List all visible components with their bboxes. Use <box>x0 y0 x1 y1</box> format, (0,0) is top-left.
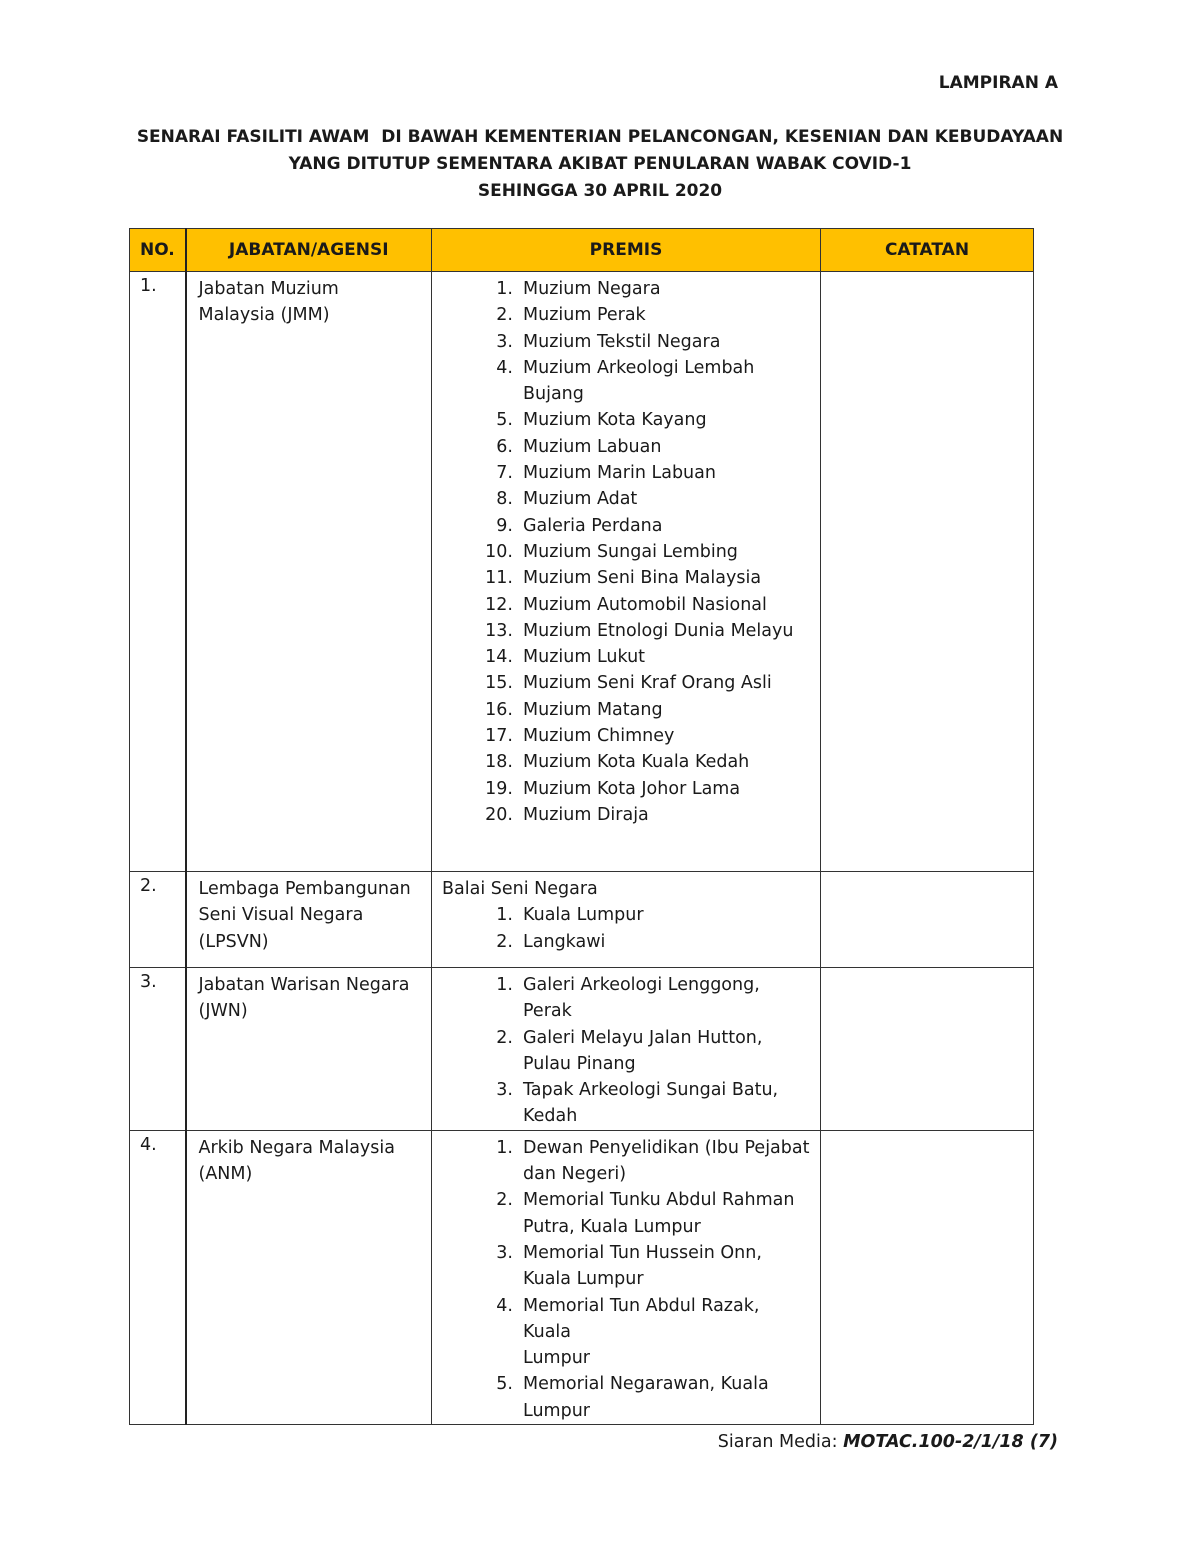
annex-label: LAMPIRAN A <box>938 73 1058 93</box>
list-item <box>442 302 810 328</box>
list-item <box>442 929 810 955</box>
list-item-line: Muzium Lukut <box>523 647 646 668</box>
agency-line: Malaysia (JMM) <box>198 305 330 326</box>
premis-list <box>442 972 810 1130</box>
list-item-line: Muzium Marin Labuan <box>523 463 716 484</box>
list-item-number: 10. <box>485 541 513 562</box>
premis-list <box>442 902 810 955</box>
list-item-text <box>523 513 810 539</box>
title-line-2: YANG DITUTUP SEMENTARA AKIBAT PENULARAN WABAK COVID-1 <box>288 154 912 174</box>
facilities-table <box>129 228 1034 1425</box>
list-item <box>442 670 810 696</box>
list-item <box>442 1187 810 1240</box>
list-item-text <box>523 460 810 486</box>
list-item-text <box>523 776 810 802</box>
agency-cell <box>186 968 432 1131</box>
list-item-text <box>523 1077 810 1130</box>
list-item-number: 19. <box>485 778 513 799</box>
list-item-text <box>523 486 810 512</box>
list-item-line: Memorial Tun Abdul Razak, Kuala <box>523 1295 760 1342</box>
list-item-line: Muzium Seni Bina Malaysia <box>523 568 762 589</box>
list-item-line: Kuala Lumpur <box>523 1269 644 1290</box>
list-item-number: 15. <box>485 673 513 694</box>
list-item <box>442 460 810 486</box>
agency-line: (JWN) <box>198 1001 248 1022</box>
header-agency: JABATAN/AGENSI <box>186 229 432 272</box>
row-number: 3. <box>130 968 186 1131</box>
list-item-line: Langkawi <box>523 931 606 952</box>
agency-line: Seni Visual Negara <box>198 905 364 926</box>
list-item-text <box>523 902 810 928</box>
table-header-row <box>130 229 1034 272</box>
list-item-text <box>523 670 810 696</box>
list-item-line: Muzium Negara <box>523 279 661 299</box>
list-item-text <box>523 329 810 355</box>
list-item-text <box>523 1293 810 1372</box>
agency-cell <box>186 272 432 872</box>
list-item-line: Lumpur <box>523 1400 590 1421</box>
list-item <box>442 407 810 433</box>
list-item <box>442 1025 810 1078</box>
premis-cell <box>432 968 821 1131</box>
list-item-line: Galeri Arkeologi Lenggong, Perak <box>523 975 760 1022</box>
premis-cell <box>432 272 821 872</box>
premis-intro: Balai Seni Negara <box>442 879 598 899</box>
agency-line: (LPSVN) <box>198 931 269 952</box>
title-line-1: SENARAI FASILITI AWAM DI BAWAH KEMENTERIAN PELANCONGAN, KESENIAN DAN KEBUDAYAAN <box>136 127 1064 147</box>
list-item-line: dan Negeri) <box>523 1164 627 1185</box>
list-item-line: Muzium Adat <box>523 489 638 510</box>
list-item-number: 2. <box>496 931 513 952</box>
list-item-text <box>523 972 810 1025</box>
list-item <box>442 1293 810 1372</box>
list-item-number: 18. <box>485 752 513 773</box>
list-item-text <box>523 565 810 591</box>
list-item-line: Muzium Kota Kuala Kedah <box>523 752 750 773</box>
list-item-number: 1. <box>496 975 513 995</box>
document-title <box>0 124 1200 205</box>
agency-cell <box>186 1130 432 1424</box>
premis-cell <box>432 1130 821 1424</box>
list-item-number: 8. <box>496 489 513 510</box>
premis-list <box>442 1135 810 1424</box>
list-item <box>442 276 810 302</box>
list-item <box>442 1135 810 1188</box>
row-number: 2. <box>130 872 186 968</box>
list-item-text <box>523 802 810 828</box>
list-item-line: Muzium Chimney <box>523 726 675 747</box>
agency-line: Jabatan Warisan Negara <box>198 975 410 995</box>
list-item-number: 5. <box>496 1374 513 1395</box>
list-item-line: Muzium Etnologi Dunia Melayu <box>523 620 794 641</box>
list-item-line: Memorial Tun Hussein Onn, <box>523 1242 762 1263</box>
list-item-text <box>523 539 810 565</box>
list-item-number: 11. <box>485 568 513 589</box>
list-item <box>442 618 810 644</box>
list-item-number: 3. <box>496 1242 513 1263</box>
list-item-line: Putra, Kuala Lumpur <box>523 1216 701 1237</box>
list-item-text <box>523 592 810 618</box>
list-item-text <box>523 749 810 775</box>
list-item <box>442 355 810 408</box>
list-item <box>442 697 810 723</box>
catatan-cell <box>821 1130 1034 1424</box>
row-number: 1. <box>130 272 186 872</box>
premis-cell <box>432 872 821 968</box>
list-item-number: 7. <box>496 463 513 484</box>
list-item <box>442 902 810 928</box>
table-row <box>130 872 1034 968</box>
list-item-line: Muzium Kota Kayang <box>523 410 707 431</box>
list-item-line: Muzium Diraja <box>523 804 649 825</box>
list-item-line: Muzium Sungai Lembing <box>523 541 738 562</box>
list-item-line: Bujang <box>523 384 584 405</box>
list-item <box>442 1240 810 1293</box>
list-item-number: 1. <box>496 1137 513 1158</box>
list-item-text <box>523 407 810 433</box>
list-item <box>442 723 810 749</box>
list-item-text <box>523 1025 810 1078</box>
table-row <box>130 1130 1034 1424</box>
list-item-text <box>523 723 810 749</box>
list-item <box>442 749 810 775</box>
header-catatan: CATATAN <box>821 229 1034 272</box>
list-item-number: 12. <box>485 594 513 615</box>
list-item-number: 1. <box>496 279 513 299</box>
list-item-line: Galeria Perdana <box>523 515 663 536</box>
media-reference: MOTAC.100-2/1/18 (7) <box>843 1432 1058 1452</box>
list-item <box>442 1077 810 1130</box>
list-item <box>442 776 810 802</box>
list-item-number: 3. <box>496 331 513 352</box>
list-item-number: 9. <box>496 515 513 536</box>
list-item-line: Muzium Seni Kraf Orang Asli <box>523 673 772 694</box>
list-item <box>442 1371 810 1424</box>
list-item-text <box>523 355 810 408</box>
list-item <box>442 329 810 355</box>
list-item-line: Galeri Melayu Jalan Hutton, <box>523 1027 763 1048</box>
catatan-cell <box>821 968 1034 1131</box>
footer <box>718 1432 1058 1452</box>
list-item-number: 1. <box>496 905 513 926</box>
list-item-line: Tapak Arkeologi Sungai Batu, <box>523 1080 779 1101</box>
title-line-3: SEHINGGA 30 APRIL 2020 <box>477 181 723 201</box>
list-item <box>442 972 810 1025</box>
list-item <box>442 565 810 591</box>
list-item-line: Muzium Tekstil Negara <box>523 331 721 352</box>
header-premis: PREMIS <box>432 229 821 272</box>
list-item <box>442 644 810 670</box>
list-item-line: Muzium Automobil Nasional <box>523 594 767 615</box>
row-number: 4. <box>130 1130 186 1424</box>
list-item-number: 14. <box>485 647 513 668</box>
list-item-text <box>523 302 810 328</box>
list-item <box>442 486 810 512</box>
list-item-number: 2. <box>496 305 513 326</box>
list-item <box>442 513 810 539</box>
list-item-text <box>523 1371 810 1424</box>
list-item-number: 13. <box>485 620 513 641</box>
list-item-line: Dewan Penyelidikan (Ibu Pejabat <box>523 1137 810 1158</box>
list-item-text <box>523 1187 810 1240</box>
list-item-number: 20. <box>485 804 513 825</box>
list-item-number: 4. <box>496 1295 513 1316</box>
table-row <box>130 272 1034 872</box>
list-item-text <box>523 1135 810 1188</box>
list-item-line: Muzium Labuan <box>523 436 662 457</box>
list-item-line: Muzium Perak <box>523 305 646 326</box>
agency-line: Jabatan Muzium <box>198 279 339 299</box>
list-item-number: 2. <box>496 1190 513 1211</box>
list-item-number: 16. <box>485 699 513 720</box>
agency-line: Arkib Negara Malaysia <box>198 1137 395 1158</box>
list-item-text <box>523 618 810 644</box>
list-item <box>442 592 810 618</box>
list-item-line: Muzium Kota Johor Lama <box>523 778 741 799</box>
header-no: NO. <box>130 229 186 272</box>
list-item-text <box>523 644 810 670</box>
footer-label: Siaran Media: <box>717 1432 844 1452</box>
list-item-line: Muzium Matang <box>523 699 663 720</box>
catatan-cell <box>821 872 1034 968</box>
agency-cell <box>186 872 432 968</box>
list-item-text <box>523 929 810 955</box>
list-item-text <box>523 697 810 723</box>
list-item-line: Memorial Negarawan, Kuala <box>523 1374 769 1395</box>
list-item-line: Kedah <box>523 1106 578 1127</box>
list-item-text <box>523 276 810 302</box>
list-item <box>442 434 810 460</box>
premis-list <box>442 276 810 828</box>
list-item-number: 2. <box>496 1027 513 1048</box>
list-item-line: Kuala Lumpur <box>523 905 644 926</box>
catatan-cell <box>821 272 1034 872</box>
agency-line: (ANM) <box>198 1164 253 1185</box>
list-item-number: 6. <box>496 436 513 457</box>
list-item-number: 3. <box>496 1080 513 1101</box>
agency-line: Lembaga Pembangunan <box>198 879 411 899</box>
list-item-line: Muzium Arkeologi Lembah <box>523 357 755 378</box>
list-item <box>442 802 810 828</box>
list-item-number: 17. <box>485 726 513 747</box>
list-item-line: Pulau Pinang <box>523 1053 636 1074</box>
list-item-line: Memorial Tunku Abdul Rahman <box>523 1190 795 1211</box>
table-row <box>130 968 1034 1131</box>
list-item-number: 4. <box>496 357 513 378</box>
list-item-line: Lumpur <box>523 1348 590 1369</box>
list-item-number: 5. <box>496 410 513 431</box>
list-item-text <box>523 434 810 460</box>
list-item-text <box>523 1240 810 1293</box>
list-item <box>442 539 810 565</box>
